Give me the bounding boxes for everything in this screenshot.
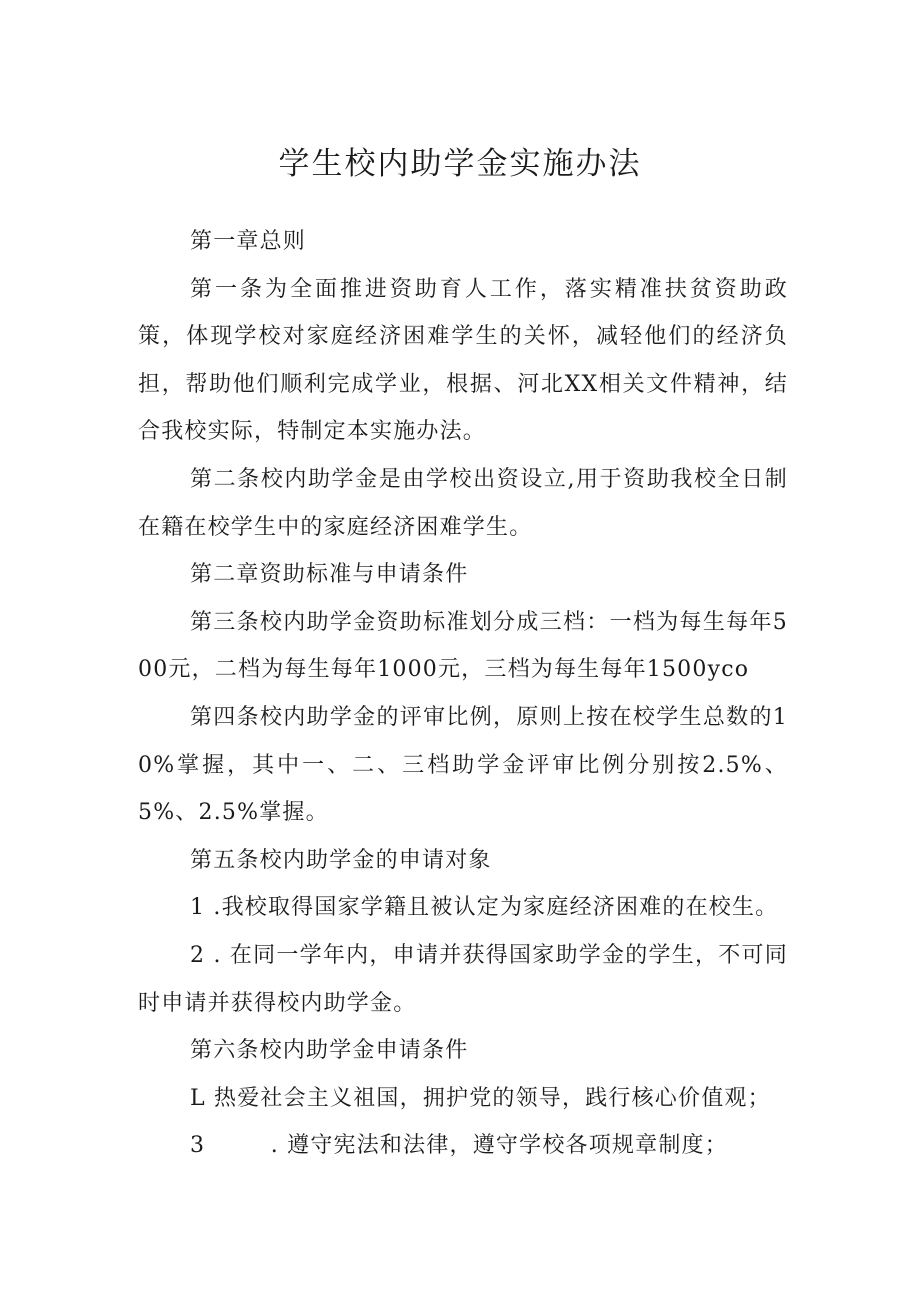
document-body [138, 218, 788, 1170]
list-item: 2 . 在同一学年内，申请并获得国家助学金的学生，不可同时申请并获得校内助学金。 [138, 942, 788, 1016]
article-paragraph: 第五条校内助学金的申请对象 [190, 847, 492, 873]
article-paragraph: 第四条校内助学金的评审比例，原则上按在校学生总数的10%掌握，其中一、二、三档助学金评审比例分别按2.5%、5%、2.5%掌握。 [138, 704, 788, 826]
list-item: 1 .我校取得国家学籍且被认定为家庭经济困难的在校生。 [190, 895, 779, 921]
list-item: 3 . 遵守宪法和法律，遵守学校各项规章制度； [190, 1133, 728, 1159]
article-paragraph: 第六条校内助学金申请条件 [190, 1038, 469, 1064]
chapter-heading: 第二章资助标准与申请条件 [190, 562, 469, 588]
article-paragraph: 第一条为全面推进资助育人工作，落实精准扶贫资助政策，体现学校对家庭经济困难学生的关怀，减轻他们的经济负担，帮助他们顺利完成学业，根据、河北XX相关文件精神，结合我校实际，特制定本实施办法。 [138, 276, 788, 445]
document-title: 学生校内助学金实施办法 [278, 146, 642, 182]
list-item: L 热爱社会主义祖国，拥护党的领导，践行核心价值观； [190, 1085, 771, 1111]
article-paragraph: 第三条校内助学金资助标准划分成三档：一档为每生每年500元，二档为每生每年1000元，三档为每生每年1500yco [138, 609, 788, 683]
article-paragraph: 第二条校内助学金是由学校出资设立,用于资助我校全日制在籍在校学生中的家庭经济困难学生。 [138, 466, 788, 540]
chapter-heading: 第一章总则 [190, 229, 307, 254]
